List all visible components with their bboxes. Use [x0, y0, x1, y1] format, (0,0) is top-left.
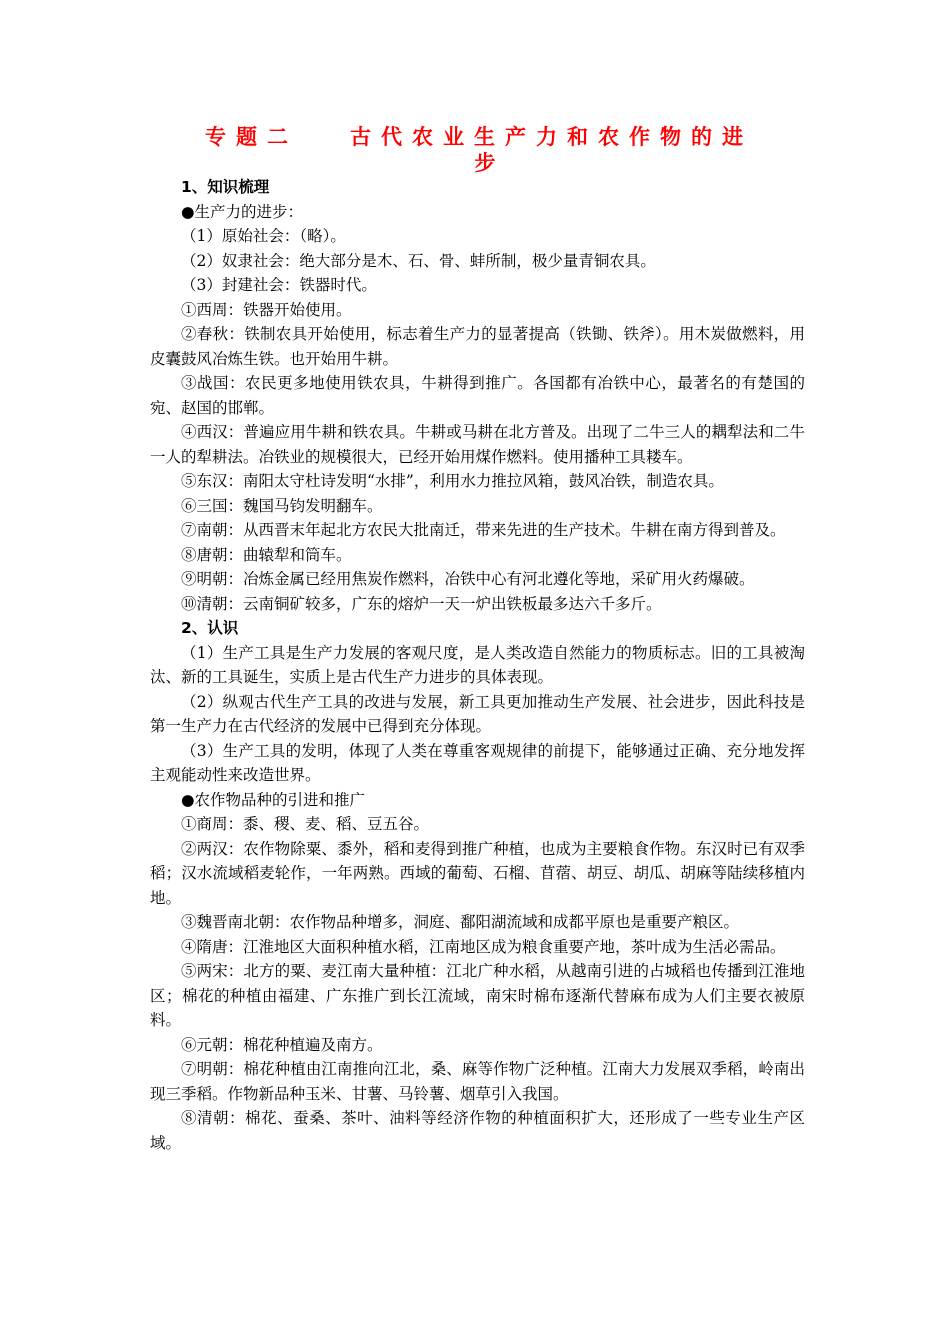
paragraph: ●生产力的进步： — [181, 202, 304, 221]
title-topic-number: 专题二 — [205, 125, 298, 149]
document-body — [150, 175, 805, 1155]
paragraph: ⑥元朝：棉花种植遍及南方。 — [181, 1035, 383, 1054]
paragraph: ●农作物品种的引进和推广 — [181, 790, 366, 809]
title-topic-name: 古代农业生产力和农作物的进 — [350, 125, 753, 149]
paragraph: ⑨明朝：冶炼金属已经用焦炭作燃料，冶铁中心有河北遵化等地，采矿用火药爆破。 — [181, 570, 755, 588]
section-heading: 1、知识梳理 — [181, 178, 270, 196]
paragraph: ⑥三国：魏国马钧发明翻车。 — [181, 496, 383, 515]
paragraph: （3）生产工具的发明，体现了人类在尊重客观规律的前提下，能够通过正确、充分地发挥主观能动性来改造世界。 — [150, 741, 805, 784]
paragraph: ⑧清朝：棉花、蚕桑、茶叶、油料等经济作物的种植面积扩大，还形成了一些专业生产区域。 — [150, 1109, 805, 1152]
paragraph: ⑤两宋：北方的粟、麦江南大量种植：江北广种水稻，从越南引进的占城稻也传播到江淮地区；棉花的种植由福建、广东推广到长江流域，南宋时棉布逐渐代替麻布成为人们主要衣被原料。 — [150, 962, 805, 1029]
paragraph: ④西汉：普遍应用牛耕和铁农具。牛耕或马耕在北方普及。出现了二牛三人的耦犁法和二牛一人的犁耕法。冶铁业的规模很大，已经开始用煤作燃料。使用播种工具耧车。 — [150, 423, 805, 466]
paragraph: ⑦明朝：棉花种植由江南推向江北，桑、麻等作物广泛种植。江南大力发展双季稻，岭南出现三季稻。作物新品种玉米、甘薯、马铃薯、烟草引入我国。 — [150, 1060, 805, 1103]
paragraph: ⑤东汉：南阳太守杜诗发明“水排”，利用水力推拉风箱，鼓风冶铁，制造农具。 — [181, 472, 724, 490]
paragraph: ③战国：农民更多地使用铁农具，牛耕得到推广。各国都有冶铁中心，最著名的有楚国的宛、赵国的邯郸。 — [150, 374, 805, 417]
paragraph: ⑦南朝：从西晋末年起北方农民大批南迁，带来先进的生产技术。牛耕在南方得到普及。 — [181, 521, 786, 539]
paragraph: ④隋唐：江淮地区大面积种植水稻，江南地区成为粮食重要产地，茶叶成为生活必需品。 — [181, 937, 786, 956]
title-line-1 — [205, 124, 785, 150]
document-title — [205, 124, 785, 176]
paragraph: ①商周：黍、稷、麦、稻、豆五谷。 — [181, 815, 430, 833]
paragraph: ⑧唐朝：曲辕犁和筒车。 — [181, 545, 352, 564]
paragraph: （2）奴隶社会：绝大部分是木、石、骨、蚌所制，极少量青铜农具。 — [181, 251, 656, 270]
section-heading: 2、认识 — [181, 619, 239, 637]
paragraph: （1）原始社会：（略）。 — [181, 227, 346, 245]
paragraph: ②春秋：铁制农具开始使用，标志着生产力的显著提高（铁锄、铁斧）。用木炭做燃料，用皮囊鼓风冶炼生铁。也开始用牛耕。 — [150, 325, 805, 368]
paragraph: （2）纵观古代生产工具的改进与发展，新工具更加推动生产发展、社会进步，因此科技是第一生产力在古代经济的发展中已得到充分体现。 — [150, 692, 805, 735]
paragraph: ②两汉：农作物除粟、黍外，稻和麦得到推广种植，也成为主要粮食作物。东汉时已有双季稻；汉水流域稻麦轮作，一年两熟。西域的葡萄、石榴、苜蓿、胡豆、胡瓜、胡麻等陆续移植内地。 — [150, 839, 805, 907]
paragraph: ①西周：铁器开始使用。 — [181, 300, 352, 319]
title-line-2: 步 — [474, 151, 506, 175]
paragraph: （3）封建社会：铁器时代。 — [181, 276, 377, 294]
paragraph: （1）生产工具是生产力发展的客观尺度，是人类改造自然能力的物质标志。旧的工具被淘汰、新的工具诞生，实质上是古代生产力进步的具体表现。 — [150, 643, 805, 686]
paragraph: ⑩清朝：云南铜矿较多，广东的熔炉一天一炉出铁板最多达六千多斤。 — [181, 594, 662, 613]
paragraph: ③魏晋南北朝：农作物品种增多，洞庭、鄱阳湖流域和成都平原也是重要产粮区。 — [181, 913, 740, 931]
